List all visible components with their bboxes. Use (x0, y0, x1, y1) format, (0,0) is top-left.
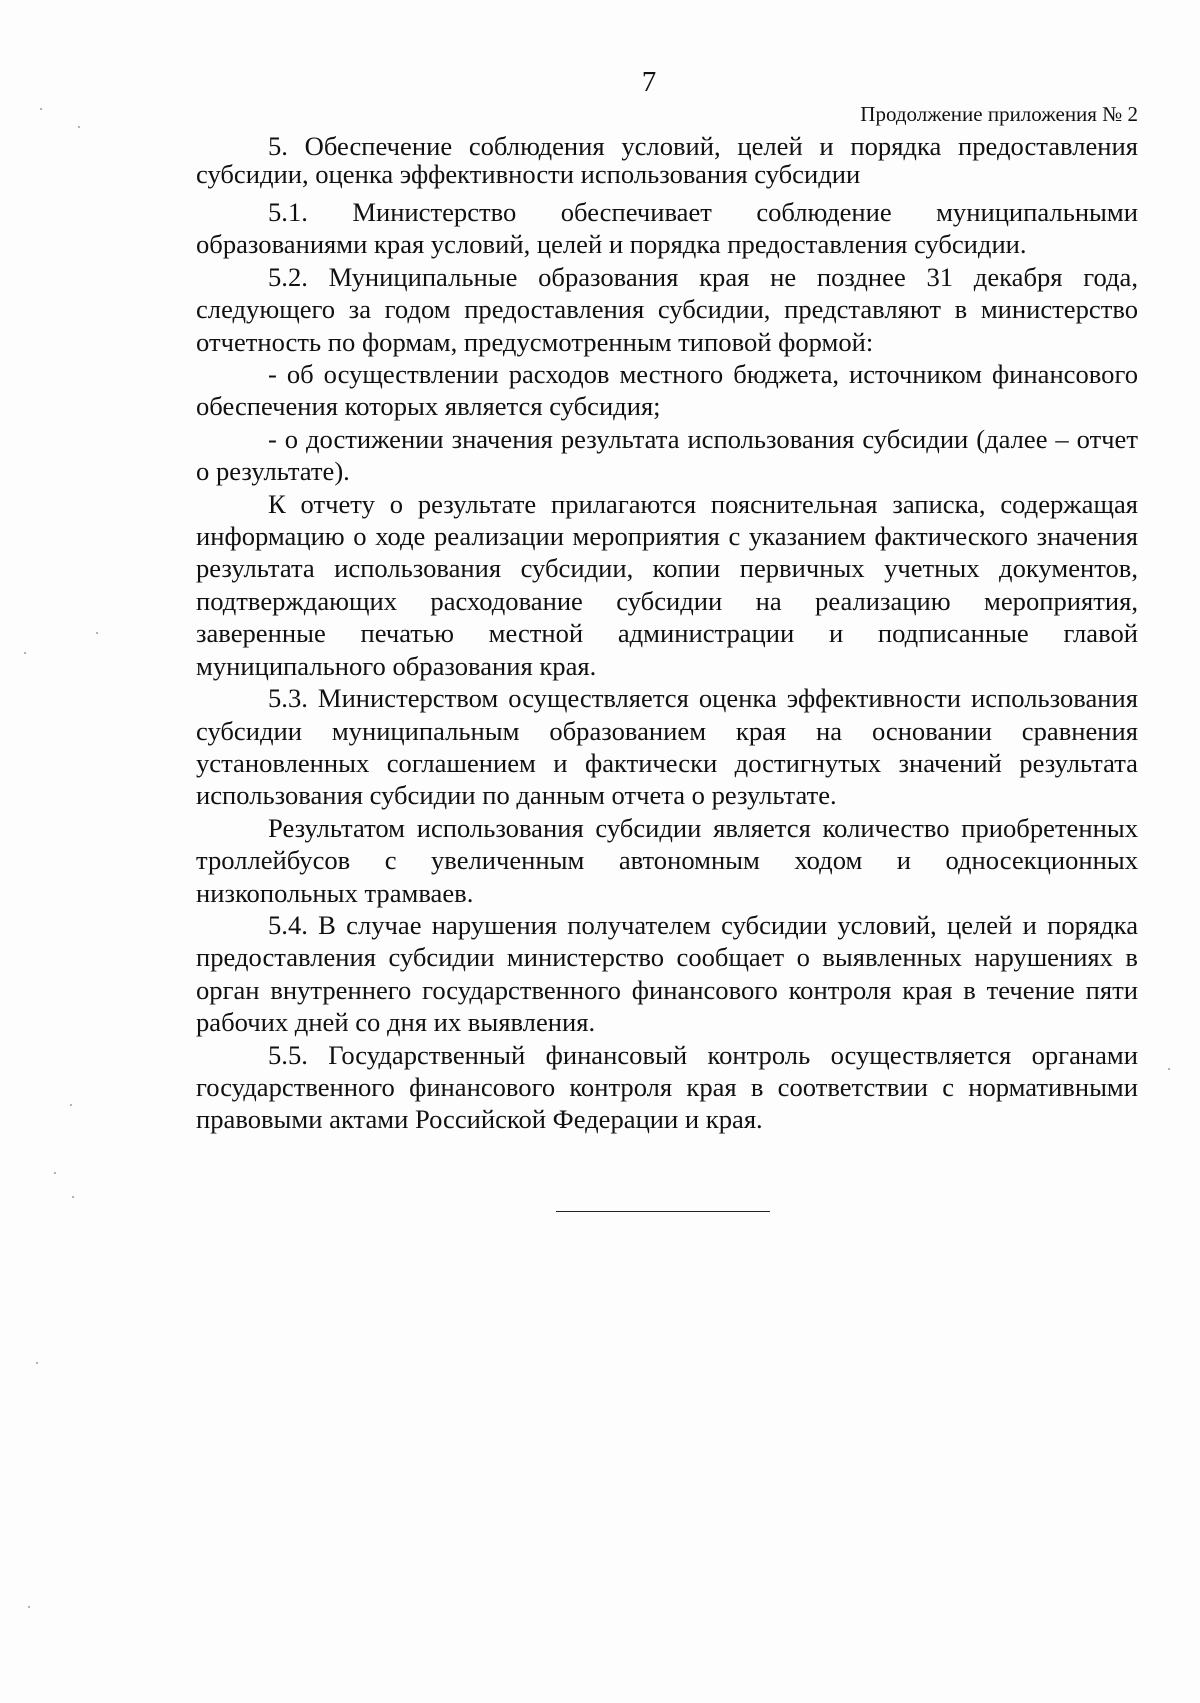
paragraph-explanatory-note: К отчету о результате прилагаются пояснительная записка, содержащая информацию о ходе реализации мероприятия с указанием фактического значения результата использования субсидии, копии первичных учетных документов, подтверждающих расходование субсидии на реализацию мероприятия, заверенные печатью местной администрации и подписанные главой муниципального образования края. (196, 488, 1138, 681)
scan-speck (40, 108, 42, 110)
paragraph-5-4: 5.4. В случае нарушения получателем субсидии условий, целей и порядка предоставления субсидии министерство сообщает о выявленных нарушениях в орган внутреннего государственного финансового контроля края в течение пяти рабочих дней со дня их выявления. (196, 909, 1138, 1038)
section-title: 5. Обеспечение соблюдения условий, целей и порядка предоставления субсидии, оценка эффективности использования субсидии (196, 131, 1138, 189)
paragraph-5-2: 5.2. Муниципальные образования края не позднее 31 декабря года, следующего за годом предоставления субсидии, представляют в министерство отчетность по формам, предусмотренным типовой формой: (196, 261, 1138, 357)
scan-speck (72, 1196, 74, 1198)
paragraph-subsidy-result: Результатом использования субсидии является количество приобретенных троллейбусов с увеличенным автономным ходом и односекционных низкопольных трамваев. (196, 812, 1138, 908)
scan-speck (36, 1362, 38, 1364)
scan-speck (1168, 1068, 1170, 1070)
appendix-continuation-note: Продолжение приложения № 2 (860, 102, 1138, 126)
paragraph-5-3: 5.3. Министерством осуществляется оценка эффективности использования субсидии муниципальным образованием края на основании сравнения установленных соглашением и фактически достигнутых значений результата использования субсидии по данным отчета о результате. (196, 683, 1138, 811)
list-item-expenses-report: - об осуществлении расходов местного бюджета, источником финансового обеспечения которых является субсидия; (196, 359, 1138, 422)
paragraph-5-5: 5.5. Государственный финансовый контроль осуществляется органами государственного финансового контроля края в соответствии с нормативными правовыми актами Российской Федерации и края. (196, 1039, 1138, 1135)
scan-speck (28, 1606, 30, 1608)
end-of-text-rule (556, 1211, 770, 1212)
scan-speck (24, 652, 26, 654)
scan-speck (70, 1104, 72, 1106)
paragraph-5-1: 5.1. Министерство обеспечивает соблюдение муниципальными образованиями края условий, целей и порядка предоставления субсидии. (196, 197, 1138, 260)
page-number: 7 (641, 66, 657, 98)
document-body (196, 132, 1138, 1136)
scan-speck (96, 632, 98, 634)
list-item-result-report: - о достижении значения результата использования субсидии (далее – отчет о результате). (196, 423, 1138, 487)
scan-speck (78, 126, 80, 128)
scan-speck (54, 1172, 56, 1174)
